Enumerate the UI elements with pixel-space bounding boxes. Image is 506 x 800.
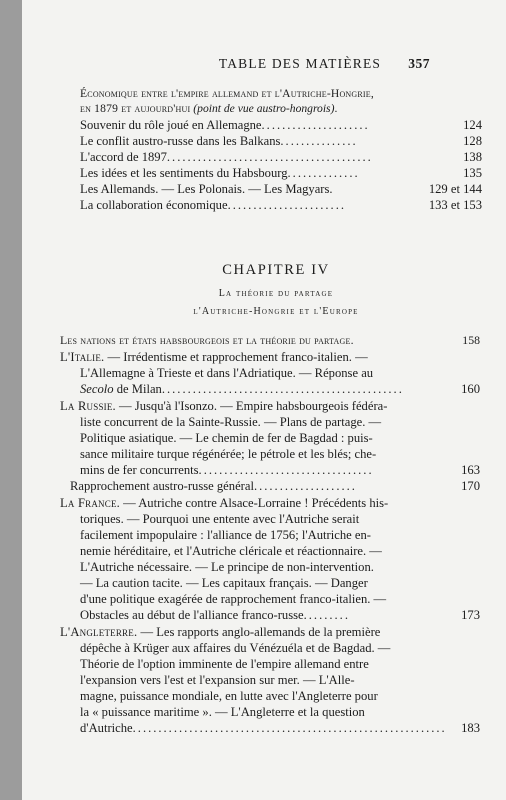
toc-line: facilement impopulaire : l'alliance de 1756; l'Autriche en- — [80, 528, 371, 542]
toc-line: nemie héréditaire, et l'Autriche cléricale et réactionnaire. — — [80, 544, 382, 558]
previous-chapter-heading-line-1: Économique entre l'empire allemand et l'Autriche-Hongrie, — [80, 87, 374, 100]
toc-page: 163 — [461, 463, 480, 477]
toc-line — [60, 399, 387, 414]
toc-line: sance militaire turque régénérée; le pétrole et les blés; che- — [80, 447, 377, 461]
chapter-title: CHAPITRE IV — [222, 262, 330, 278]
heading-line-2-end: . — [334, 102, 338, 115]
toc-line: d'une politique exagérée de rapprochement franco-italien. — — [80, 592, 387, 606]
toc-page: 158 — [462, 333, 480, 347]
toc-entry — [80, 134, 482, 149]
chapter-subtitle-line-2: l'Autriche-Hongrie et l'Europe — [193, 306, 359, 317]
toc-entry-text: mins de fer concurrents — [80, 463, 199, 477]
toc-line: L'Autriche nécessaire. — Le principe de non-intervention. — [80, 560, 374, 574]
toc-entry-text: d'Autriche — [80, 721, 133, 735]
toc-page: 170 — [461, 479, 480, 493]
toc-entry — [60, 333, 480, 348]
toc-line: Politique asiatique. — Le chemin de fer de Bagdad : puis- — [80, 431, 373, 445]
toc-entry-text: Les Allemands. — Les Polonais. — Les Magyars. — [80, 182, 333, 196]
toc-line: l'expansion vers l'est et l'expansion sur mer. — L'Alle- — [80, 673, 355, 687]
toc-entry — [80, 608, 480, 623]
toc-page: 160 — [461, 382, 480, 396]
toc-entry-text: Le conflit austro-russe dans les Balkans — [80, 134, 281, 148]
toc-line-text: — Irrédentisme et rapprochement franco-italien. — — [104, 350, 368, 364]
toc-entry — [80, 182, 482, 197]
toc-line-text: — Les rapports anglo-allemands de la première — [137, 625, 381, 639]
toc-entry — [80, 166, 482, 181]
toc-leader: ......... — [303, 608, 350, 622]
toc-line — [60, 350, 368, 365]
toc-page: 173 — [461, 608, 480, 622]
toc-leader: .................... — [253, 479, 357, 493]
running-title: TABLE DES MATIÈRES — [218, 56, 382, 71]
toc-page: 138 — [463, 150, 482, 164]
toc-page: 124 — [463, 118, 482, 132]
toc-leader: ........................................ — [166, 150, 373, 164]
heading-line-2-start: en 1879 et aujourd'hui — [80, 102, 191, 115]
toc-line: — La caution tacite. — Les capitaux français. — Danger — [80, 576, 368, 590]
toc-entry — [70, 479, 480, 494]
section-heading: La Russie. — [60, 399, 116, 413]
toc-leader: ............................................................. — [132, 721, 447, 735]
toc-line: magne, puissance mondiale, en lutte avec l'Angleterre pour — [80, 689, 378, 703]
toc-entry-text: Souvenir du rôle joué en Allemagne — [80, 118, 262, 132]
toc-line: la « puissance maritime ». — L'Angleterre et la question — [80, 705, 365, 719]
toc-line — [60, 625, 380, 640]
toc-leader: ............... — [280, 134, 358, 148]
toc-line: liste concurrent de la Sainte-Russie. — Plans de partage. — — [80, 415, 382, 429]
toc-line: dépêche à Krüger aux affaires du Vénézuéla et de Bagdad. — — [80, 641, 391, 655]
heading-line-2-italic: (point de vue austro-hongrois) — [193, 102, 335, 115]
toc-entry-text: Les idées et les sentiments du Habsbourg — [80, 166, 288, 180]
toc-entry — [80, 150, 482, 165]
toc-line: L'Allemagne à Trieste et dans l'Adriatique. — Réponse au — [80, 366, 374, 380]
toc-page: 135 — [463, 166, 482, 180]
toc-leader: .................................. — [198, 463, 374, 477]
toc-entry — [80, 721, 480, 736]
chapter-subtitle-line-1: La théorie du partage — [218, 288, 334, 299]
previous-chapter-heading-line-2 — [80, 101, 337, 116]
section-heading: L'Italie. — [60, 350, 105, 364]
toc-entry-text: La collaboration économique — [80, 198, 228, 212]
toc-page: 129 et 144 — [428, 182, 482, 196]
toc-entry-text: de Milan — [113, 382, 162, 396]
toc-line-text: — Autriche contre Alsace-Lorraine ! Précédents his- — [120, 496, 389, 510]
toc-entry-text: Obstacles au début de l'alliance franco-russe — [80, 608, 304, 622]
toc-leader: ..................... — [261, 118, 370, 132]
section-heading: Les nations et états habsbourgeois et la théorie du partage. — [60, 333, 354, 347]
toc-entry — [80, 198, 482, 213]
toc-line-text: — Jusqu'à l'Isonzo. — Empire habsbourgeois fédéra- — [115, 399, 388, 413]
toc-line — [60, 496, 388, 511]
toc-page: 133 et 153 — [428, 198, 482, 212]
toc-line-italic: Secolo — [80, 382, 114, 396]
toc-leader: ....................... — [227, 198, 346, 212]
toc-page: 183 — [461, 721, 480, 735]
toc-line: Théorie de l'option imminente de l'empire allemand entre — [80, 657, 369, 671]
section-heading: La France. — [60, 496, 120, 510]
toc-entry — [80, 118, 482, 133]
toc-entry-text: Rapprochement austro-russe général — [70, 479, 254, 493]
toc-line: toriques. — Pourquoi une entente avec l'Autriche serait — [80, 512, 360, 526]
toc-entry-text: L'accord de 1897 — [80, 150, 167, 164]
toc-leader: ............................................... — [161, 382, 404, 396]
toc-entry — [80, 382, 480, 397]
toc-entry — [80, 463, 480, 478]
toc-leader: .............. — [287, 166, 360, 180]
section-heading: L'Angleterre. — [60, 625, 138, 639]
page-number: 357 — [408, 56, 430, 71]
toc-page: 128 — [463, 134, 482, 148]
